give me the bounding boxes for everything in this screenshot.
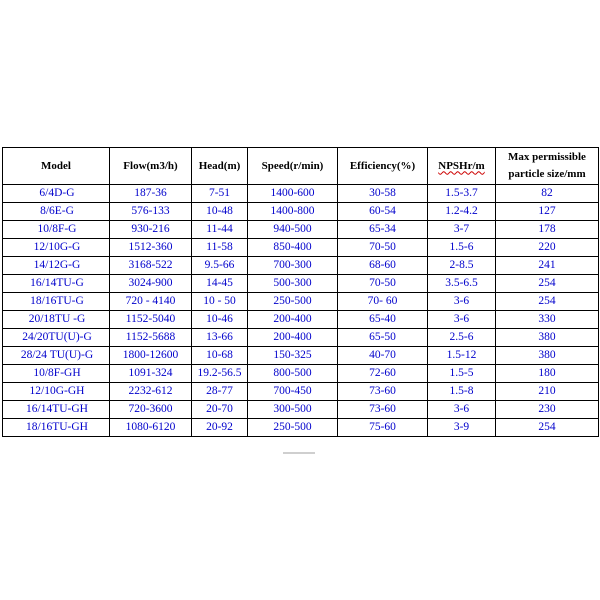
header-efficiency: Efficiency(%)	[338, 148, 428, 185]
cell-speed: 200-400	[248, 311, 338, 329]
cell-max-particle-size: 241	[496, 257, 599, 275]
cell-max-particle-size: 178	[496, 221, 599, 239]
header-npshr-label: NPSHr/m	[438, 159, 485, 172]
cell-efficiency: 75-60	[338, 419, 428, 437]
header-max-particle-size	[496, 148, 599, 185]
cell-npshr: 1.5-3.7	[428, 185, 496, 203]
table-row	[3, 203, 599, 221]
cell-npshr: 3-7	[428, 221, 496, 239]
cell-speed: 1400-600	[248, 185, 338, 203]
cell-head: 10-46	[192, 311, 248, 329]
cell-flow: 1152-5688	[110, 329, 192, 347]
cell-efficiency: 73-60	[338, 383, 428, 401]
cell-speed: 200-400	[248, 329, 338, 347]
cell-max-particle-size: 380	[496, 347, 599, 365]
cell-flow: 930-216	[110, 221, 192, 239]
cell-speed: 1400-800	[248, 203, 338, 221]
header-npshr	[428, 148, 496, 185]
cell-head: 20-92	[192, 419, 248, 437]
table-row	[3, 311, 599, 329]
cell-speed: 940-500	[248, 221, 338, 239]
cell-head: 9.5-66	[192, 257, 248, 275]
cell-model: 6/4D-G	[3, 185, 110, 203]
table-row	[3, 347, 599, 365]
cell-model: 14/12G-G	[3, 257, 110, 275]
table-row	[3, 293, 599, 311]
table-row	[3, 257, 599, 275]
cell-model: 20/18TU -G	[3, 311, 110, 329]
cell-max-particle-size: 254	[496, 419, 599, 437]
cell-flow: 3024-900	[110, 275, 192, 293]
cell-model: 10/8F-G	[3, 221, 110, 239]
cell-flow: 1091-324	[110, 365, 192, 383]
cell-model: 8/6E-G	[3, 203, 110, 221]
table-row	[3, 329, 599, 347]
cell-efficiency: 70- 60	[338, 293, 428, 311]
cell-max-particle-size: 380	[496, 329, 599, 347]
cell-max-particle-size: 127	[496, 203, 599, 221]
cell-efficiency: 65-40	[338, 311, 428, 329]
cell-max-particle-size: 254	[496, 293, 599, 311]
table-row	[3, 401, 599, 419]
cell-npshr: 1.2-4.2	[428, 203, 496, 221]
cell-efficiency: 68-60	[338, 257, 428, 275]
table-row	[3, 185, 599, 203]
cell-head: 10-48	[192, 203, 248, 221]
table-header-row	[3, 148, 599, 185]
table-row	[3, 239, 599, 257]
header-max-particle-line2: particle size/mm	[508, 168, 586, 180]
cell-max-particle-size: 180	[496, 365, 599, 383]
cell-model: 16/14TU-G	[3, 275, 110, 293]
cell-head: 11-44	[192, 221, 248, 239]
cell-max-particle-size: 254	[496, 275, 599, 293]
pump-spec-table-container	[2, 147, 598, 437]
cell-head: 7-51	[192, 185, 248, 203]
cell-npshr: 1.5-5	[428, 365, 496, 383]
cell-model: 10/8F-GH	[3, 365, 110, 383]
cell-model: 16/14TU-GH	[3, 401, 110, 419]
cell-flow: 3168-522	[110, 257, 192, 275]
cell-efficiency: 30-58	[338, 185, 428, 203]
table-row	[3, 275, 599, 293]
cell-efficiency: 72-60	[338, 365, 428, 383]
cell-flow: 720-3600	[110, 401, 192, 419]
table-body	[3, 185, 599, 437]
cell-speed: 700-300	[248, 257, 338, 275]
cell-efficiency: 70-50	[338, 275, 428, 293]
cell-flow: 2232-612	[110, 383, 192, 401]
header-speed: Speed(r/min)	[248, 148, 338, 185]
cell-speed: 300-500	[248, 401, 338, 419]
cell-npshr: 1.5-8	[428, 383, 496, 401]
cell-head: 11-58	[192, 239, 248, 257]
footer-divider	[283, 452, 315, 454]
cell-flow: 187-36	[110, 185, 192, 203]
cell-head: 20-70	[192, 401, 248, 419]
cell-model: 12/10G-GH	[3, 383, 110, 401]
cell-npshr: 3-9	[428, 419, 496, 437]
cell-head: 28-77	[192, 383, 248, 401]
cell-efficiency: 73-60	[338, 401, 428, 419]
cell-max-particle-size: 220	[496, 239, 599, 257]
cell-speed: 150-325	[248, 347, 338, 365]
cell-head: 14-45	[192, 275, 248, 293]
cell-flow: 1800-12600	[110, 347, 192, 365]
cell-model: 12/10G-G	[3, 239, 110, 257]
cell-model: 24/20TU(U)-G	[3, 329, 110, 347]
cell-max-particle-size: 330	[496, 311, 599, 329]
table-row	[3, 221, 599, 239]
header-flow: Flow(m3/h)	[110, 148, 192, 185]
cell-npshr: 3.5-6.5	[428, 275, 496, 293]
cell-npshr: 3-6	[428, 311, 496, 329]
table-row	[3, 419, 599, 437]
cell-efficiency: 70-50	[338, 239, 428, 257]
pump-spec-table	[2, 147, 599, 437]
header-model: Model	[3, 148, 110, 185]
cell-max-particle-size: 230	[496, 401, 599, 419]
table-row	[3, 365, 599, 383]
cell-model: 28/24 TU(U)-G	[3, 347, 110, 365]
header-head: Head(m)	[192, 148, 248, 185]
cell-head: 10-68	[192, 347, 248, 365]
cell-flow: 720 - 4140	[110, 293, 192, 311]
header-max-particle-line1: Max permissible	[508, 151, 586, 163]
cell-speed: 800-500	[248, 365, 338, 383]
cell-flow: 576-133	[110, 203, 192, 221]
cell-npshr: 2.5-6	[428, 329, 496, 347]
cell-npshr: 3-6	[428, 293, 496, 311]
cell-model: 18/16TU-G	[3, 293, 110, 311]
cell-max-particle-size: 210	[496, 383, 599, 401]
cell-npshr: 1.5-6	[428, 239, 496, 257]
cell-head: 10 - 50	[192, 293, 248, 311]
cell-max-particle-size: 82	[496, 185, 599, 203]
cell-flow: 1080-6120	[110, 419, 192, 437]
cell-efficiency: 40-70	[338, 347, 428, 365]
cell-npshr: 2-8.5	[428, 257, 496, 275]
cell-speed: 700-450	[248, 383, 338, 401]
table-row	[3, 383, 599, 401]
cell-speed: 250-500	[248, 293, 338, 311]
cell-efficiency: 60-54	[338, 203, 428, 221]
cell-head: 13-66	[192, 329, 248, 347]
cell-speed: 500-300	[248, 275, 338, 293]
cell-head: 19.2-56.5	[192, 365, 248, 383]
cell-npshr: 1.5-12	[428, 347, 496, 365]
cell-speed: 850-400	[248, 239, 338, 257]
cell-flow: 1512-360	[110, 239, 192, 257]
cell-efficiency: 65-50	[338, 329, 428, 347]
cell-speed: 250-500	[248, 419, 338, 437]
cell-efficiency: 65-34	[338, 221, 428, 239]
cell-model: 18/16TU-GH	[3, 419, 110, 437]
cell-npshr: 3-6	[428, 401, 496, 419]
cell-flow: 1152-5040	[110, 311, 192, 329]
